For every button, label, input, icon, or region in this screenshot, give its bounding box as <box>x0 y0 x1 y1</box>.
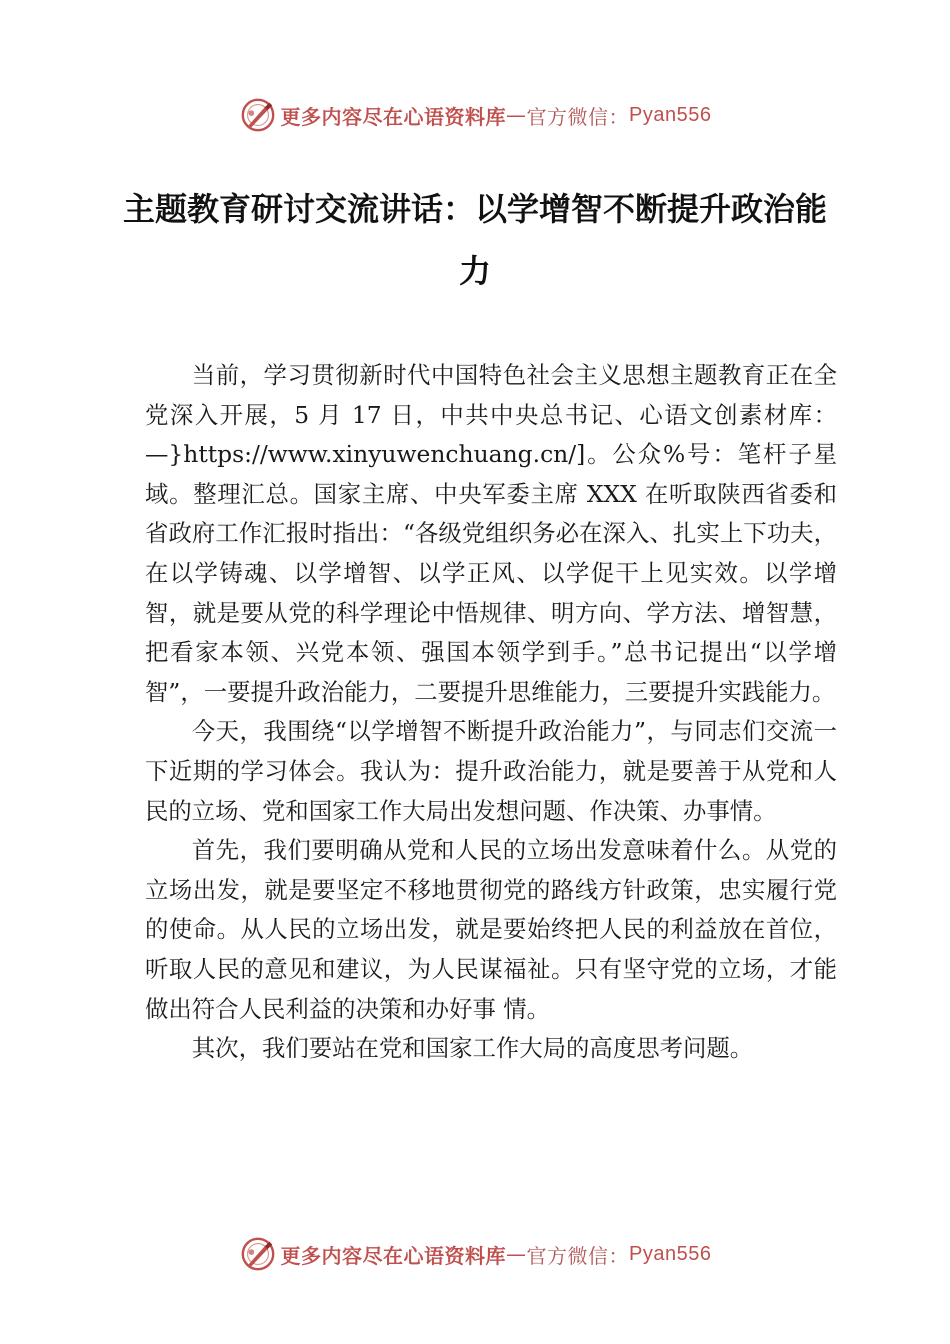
header-banner <box>0 93 950 137</box>
document-body <box>145 356 837 1069</box>
paragraph: 当前，学习贯彻新时代中国特色社会主义思想主题教育正在全党深入开展，5 月 17 日，中共中央总书记、心语文创素材库：—}https://www.xinyuwenchuang.cn/]。公众%号：笔杆子星域。整理汇总。国家主席、中央军委主席 XXX 在听取陕西省委和省政府工作汇报时指出：“各级党组织务必在深入、扎实上下功夫，在以学铸魂、以学增智、以学正风、以学促干上见实效。以学增智，就是要从党的科学理论中悟规律、明方向、学方法、增智慧，把看家本领、兴党本领、强国本领学到手。”总书记提出“以学增智”，一要提升政治能力，二要提升思维能力，三要提升实践能力。 <box>145 361 837 706</box>
banner-wechat-id: Pyan556 <box>629 1242 712 1265</box>
pen-logo-icon <box>239 1235 277 1273</box>
banner-wechat-label: 官方微信： <box>526 104 630 129</box>
banner-wechat-id: Pyan556 <box>629 103 712 126</box>
paragraph: 首先，我们要明确从党和人民的立场出发意味着什么。从党的立场出发，就是要坚定不移地贯彻党的路线方针政策，忠实履行党的使命。从人民的立场出发，就是要始终把人民的利益放在首位，听取人民的意见和建议，为人民谋福祉。只有坚守党的立场，才能做出符合人民利益的决策和办好事 情。 <box>145 836 837 1023</box>
paragraph: 其次，我们要站在党和国家工作大局的高度思考问题。 <box>191 1034 754 1063</box>
banner-separator: — <box>506 1242 527 1266</box>
banner-main-text: 更多内容尽在心语资料库 <box>280 104 507 129</box>
banner-wechat-label: 官方微信： <box>526 1243 630 1268</box>
footer-banner <box>0 1232 950 1276</box>
pen-logo-icon <box>239 96 277 134</box>
paragraph: 今天，我围绕“以学增智不断提升政治能力”，与同志们交流一下近期的学习体会。我认为：提升政治能力，就是要善于从党和人民的立场、党和国家工作大局出发想问题、作决策、办事情。 <box>145 717 837 825</box>
document-title: 主题教育研讨交流讲话：以学增智不断提升政治能力 <box>122 190 827 290</box>
banner-separator: — <box>506 103 527 127</box>
banner-main-text: 更多内容尽在心语资料库 <box>280 1243 507 1268</box>
